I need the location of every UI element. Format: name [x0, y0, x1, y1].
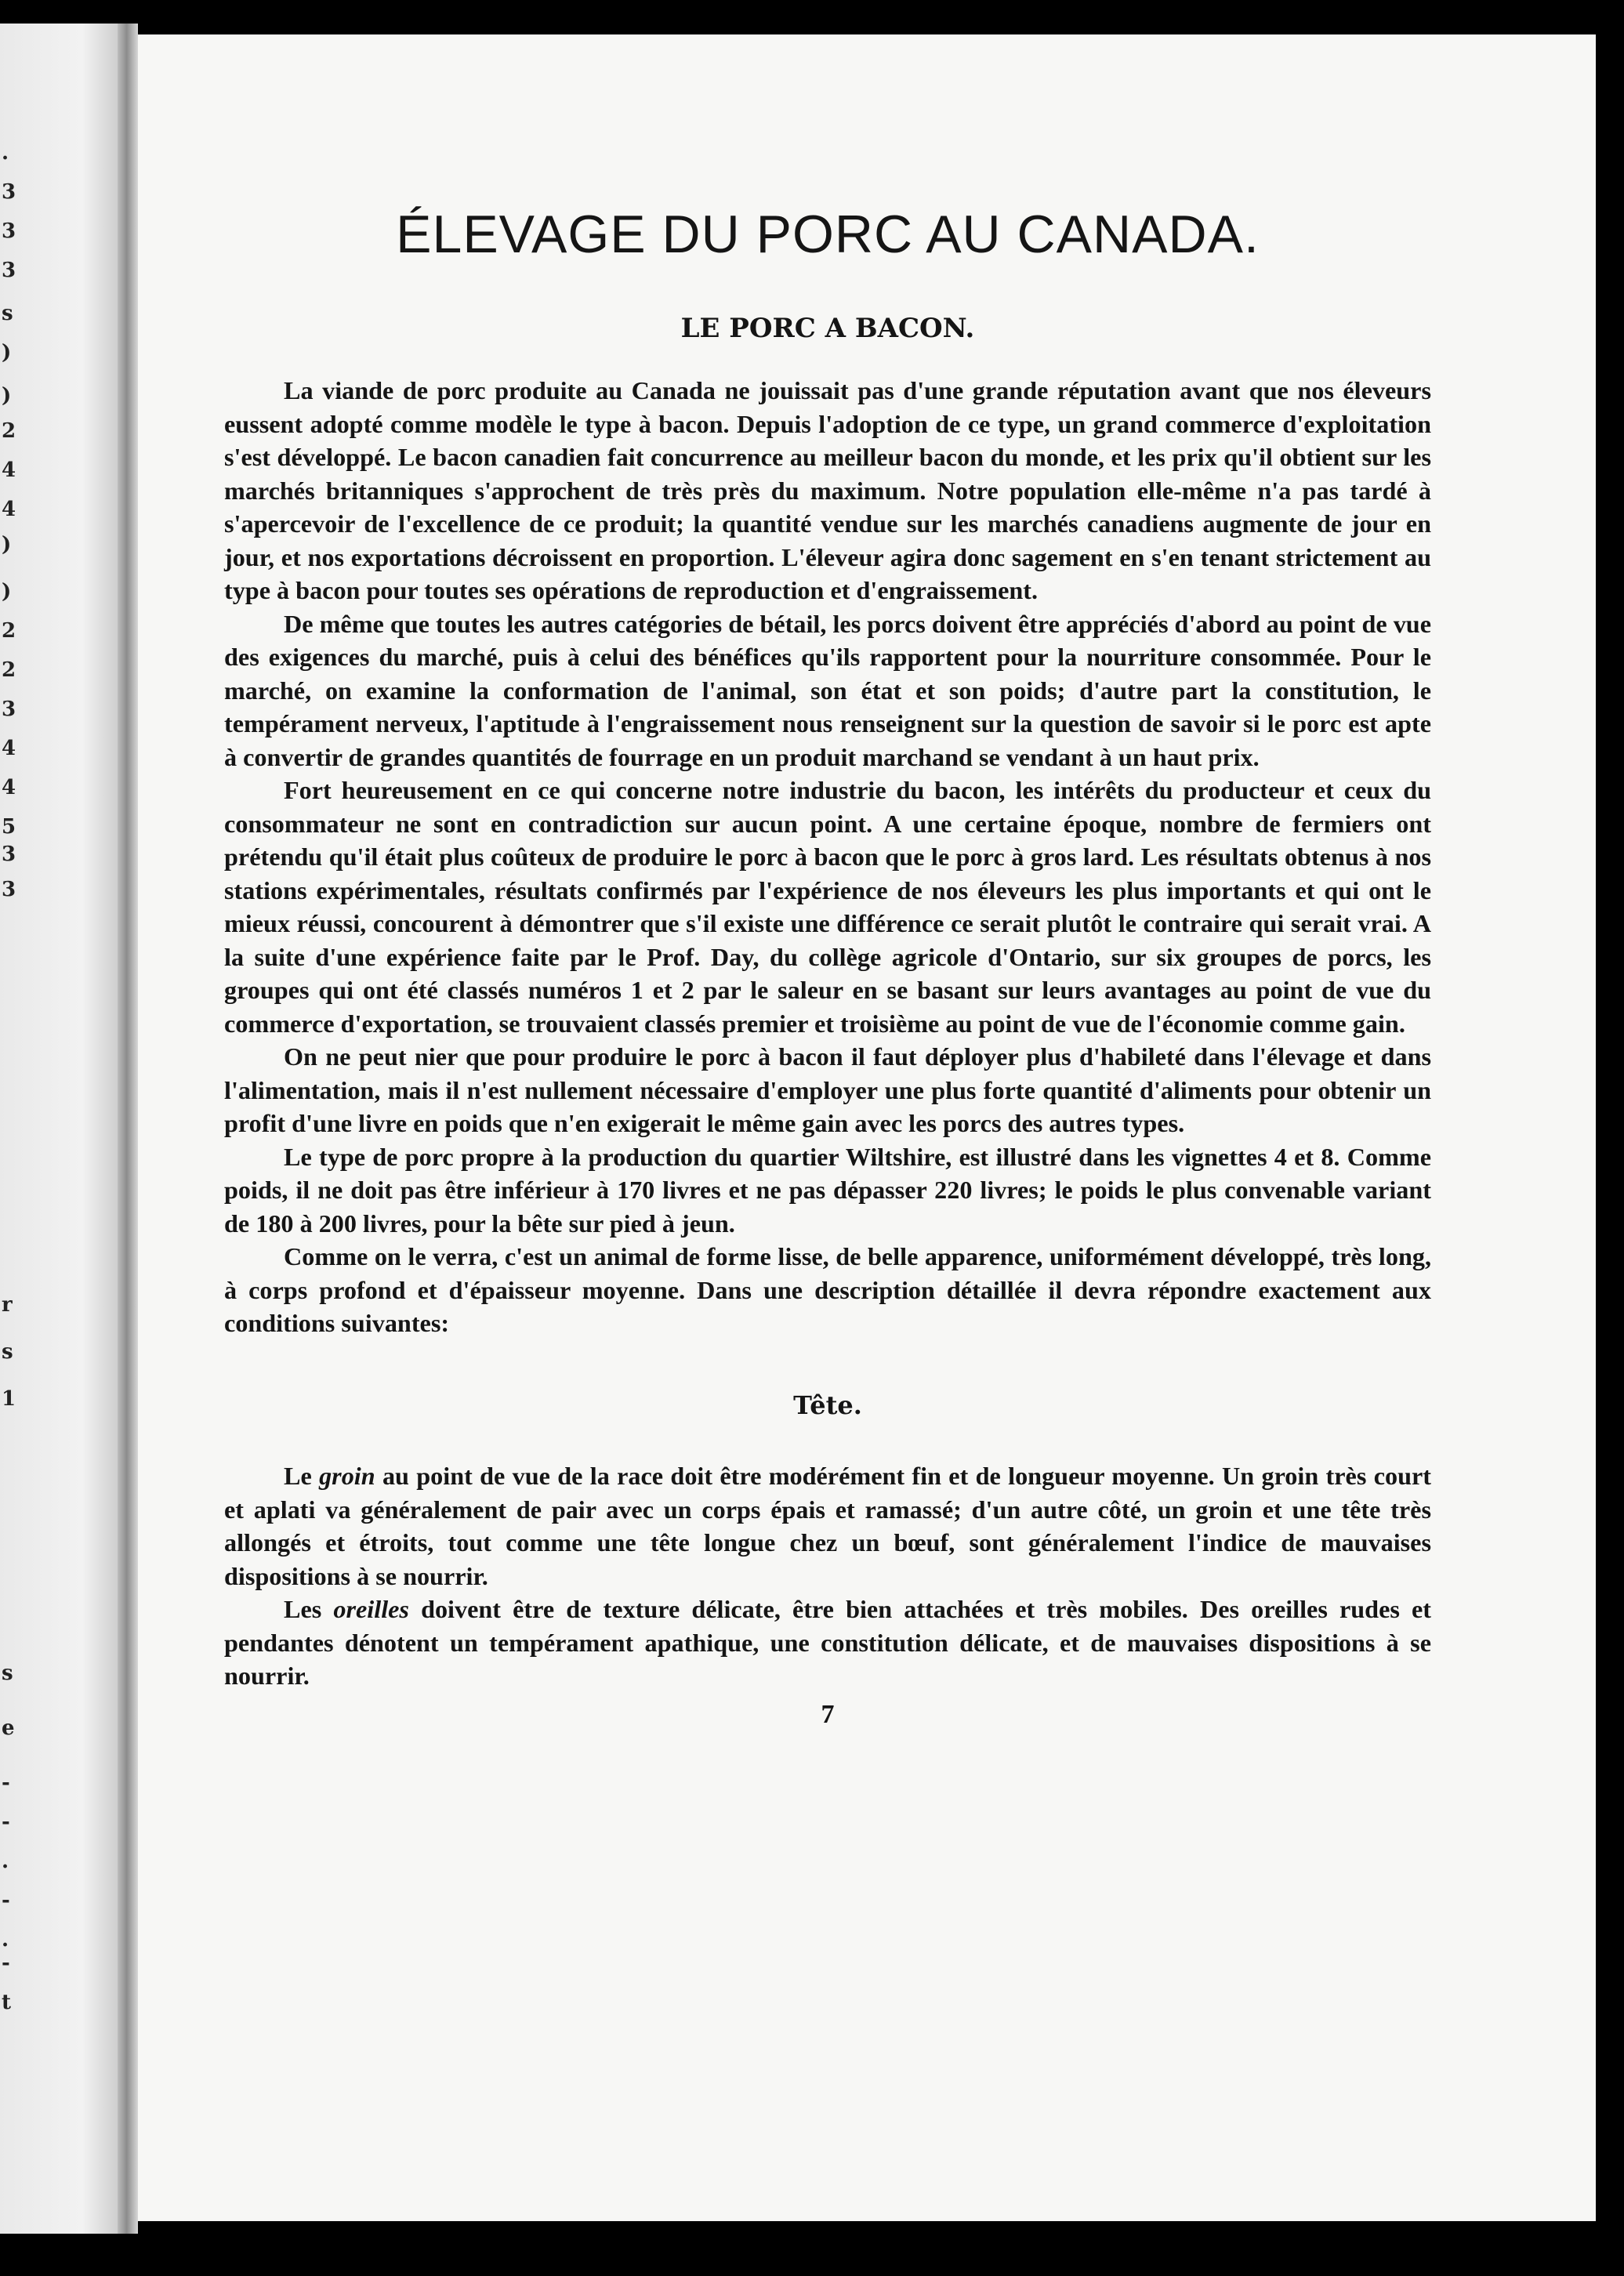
paragraph-5: Le type de porc propre à la production du quartier Wiltshire, est illustré dans les vignettes 4 et 8. Comme poids, il ne doit pas être inférieur à 170 livres et ne pas dépasser 220 livres; le poids le plus convenable variant de 180 à 200 livres, pour la bête sur pied à jeun. [224, 1142, 1431, 1238]
margin-mark: . [2, 1850, 9, 1873]
margin-mark: 4 [2, 776, 16, 799]
margin-mark: - [2, 1771, 10, 1795]
document-page [138, 34, 1596, 2221]
facing-page-edge [0, 24, 118, 2234]
section-heading-tete: Tête. [793, 1390, 862, 1420]
margin-mark: . [2, 1928, 9, 1952]
margin-mark: 3 [2, 878, 16, 901]
paragraph-2: De même que toutes les autres catégories de bétail, les porcs doivent être appréciés d'abord au point de vue des exigences du marché, puis à celui des bénéfices qu'ils rapportent pour la nourriture consommée. Pour le marché, on examine la conformation de l'animal, son état et son poids; d'autre part la constitution, le tempérament nerveux, l'aptitude à l'engraissement nous renseignent sur la question de savoir si le porc est apte à convertir de grandes quantités de fourrage en un produit marchand se vendant à un haut prix. [224, 609, 1431, 771]
margin-mark: 3 [2, 843, 16, 866]
margin-mark: e [2, 1716, 15, 1740]
margin-mark: ) [2, 384, 12, 408]
margin-mark: 4 [2, 737, 16, 760]
margin-mark: r [2, 1293, 13, 1317]
page-text [224, 203, 1431, 1731]
margin-mark: 3 [2, 180, 16, 204]
margin-mark: 2 [2, 619, 16, 643]
paragraph-6: Comme on le verra, c'est un animal de forme lisse, de belle apparence, uniformément développé, très long, à corps profond et d'épaisseur moyenne. Dans une description détaillée il devra répondre exactement aux conditions suivantes: [224, 1242, 1431, 1338]
margin-mark: s [2, 1340, 13, 1364]
margin-mark: 4 [2, 498, 16, 521]
margin-mark: t [2, 1991, 12, 2014]
margin-mark: - [2, 1810, 10, 1834]
page-title: ÉLEVAGE DU PORC AU CANADA. [396, 205, 1260, 264]
italic-term: groin [319, 1462, 375, 1491]
margin-mark: s [2, 302, 13, 325]
paragraph-4: On ne peut nier que pour produire le porc à bacon il faut déployer plus d'habileté dans l'élevage et dans l'alimentation, mais il n'est nullement nécessaire d'employer une plus forte quantité d'aliments pour obtenir un profit d'une livre en poids que n'en exigerait le même gain avec les porcs des autres types. [224, 1042, 1431, 1138]
margin-mark: - [2, 1889, 10, 1912]
paragraph-groin: Le groin au point de vue de la race doit être modérément fin et de longueur moyenne. Un groin très court et aplati va généralement de pair avec un corps épais et ramassé; d'un autre côté, un groin et une tête très allongés et étroits, tout comme une tête longue chez un bœuf, sont généralement l'indice de mauvaises dispositions à se nourrir. [224, 1462, 1431, 1590]
margin-mark: 3 [2, 259, 16, 282]
paragraph-oreilles: Les oreilles doivent être de texture délicate, être bien attachées et très mobiles. Des oreilles rudes et pendantes dénotent un tempérament apathique, une constitution délicate, et de mauvaises dispositions à se nourrir. [224, 1595, 1432, 1691]
margin-mark: 1 [2, 1387, 16, 1411]
margin-mark: 3 [2, 219, 16, 243]
margin-mark: . [2, 141, 9, 165]
section-subtitle: LE PORC A BACON. [680, 312, 975, 344]
margin-mark: 2 [2, 419, 16, 443]
margin-mark: 5 [2, 815, 16, 839]
page-number: 7 [821, 1699, 835, 1729]
margin-mark: 2 [2, 658, 16, 682]
margin-mark: 4 [2, 458, 16, 482]
book-gutter [118, 24, 138, 2234]
italic-term: oreilles [333, 1595, 409, 1624]
margin-mark: ) [2, 580, 12, 603]
margin-mark: - [2, 1952, 10, 1975]
paragraph-3: Fort heureusement en ce qui concerne notre industrie du bacon, les intérêts du producteur et ceux du consommateur ne sont en contradiction sur aucun point. A une certaine époque, nombre de fermiers ont prétendu qu'il était plus coûteux de produire le porc à bacon que le porc à gros lard. Les résultats obtenus à nos stations expérimentales, résultats confirmés par l'expérience de nos éleveurs les plus importants et qui ont le mieux réussi, concourent à démontrer que s'il existe une différence ce serait plutôt le contraire qui serait vrai. A la suite d'une expérience faite par le Prof. Day, du collège agricole d'Ontario, sur six groupes de porcs, les groupes qui ont été classés numéros 1 et 2 par le saleur en se basant sur leurs avantages au point de vue du commerce d'exportation, se trouvaient classés premier et troisième au point de vue de l'économie comme gain. [224, 776, 1431, 1038]
paragraph-1: La viande de porc produite au Canada ne jouissait pas d'une grande réputation avant que nos éleveurs eussent adopté comme modèle le type à bacon. Depuis l'adoption de ce type, un grand commerce d'exploitation s'est développé. Le bacon canadien fait concurrence au meilleur bacon du monde, et les prix qu'il obtient sur les marchés britanniques s'approchent de très près du maximum. Notre population elle-même n'a pas tardé à s'apercevoir de l'excellence de ce produit; la quantité vendue sur les marchés canadiens augmente de jour en jour, et nos exportations décroissent en proportion. L'éleveur agira donc sagement en s'en tenant strictement au type à bacon pour toutes ses opérations de reproduction et d'engraissement. [224, 376, 1431, 605]
margin-mark: ) [2, 533, 12, 556]
margin-mark: s [2, 1662, 13, 1685]
margin-mark: ) [2, 341, 12, 364]
margin-mark: 3 [2, 698, 16, 721]
